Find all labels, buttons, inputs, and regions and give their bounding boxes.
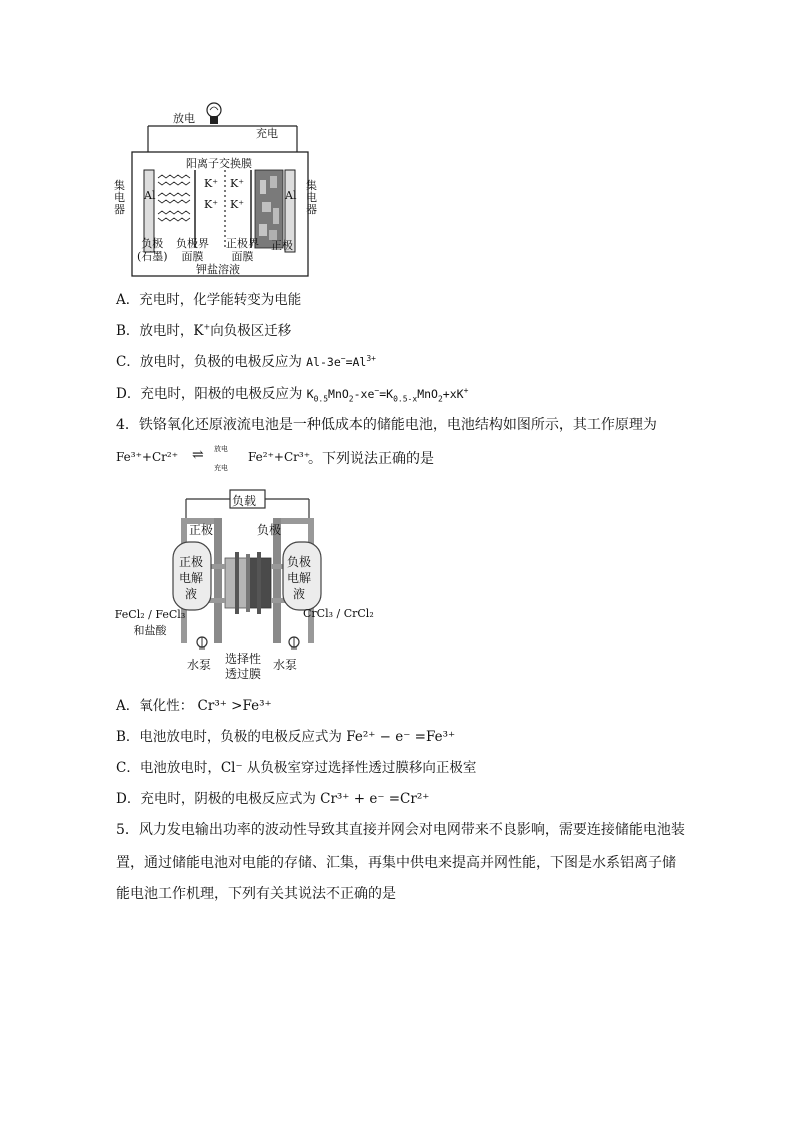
- left-solution-label: FeCl₂ / FeCl₃ 和盐酸: [114, 608, 186, 637]
- pos-electrode-label-q4: 正极: [189, 523, 214, 537]
- q4-option-a: A．氧化性： Cr³⁺ >Fe³⁺: [116, 698, 272, 714]
- reversible-arrow-icon: ⇌: [192, 447, 204, 463]
- pos-tank-label: 正极 电解 液: [178, 555, 203, 601]
- q5-line2: 置，通过储能电池对电能的存储、汇集，再集中供电来提高并网性能，下图是水系铝离子储: [116, 855, 676, 871]
- discharge-label: 放电: [173, 112, 195, 125]
- charge-label: 充电: [256, 127, 278, 140]
- kplus-3: K⁺: [204, 198, 219, 211]
- pump-icon-right: [289, 637, 299, 647]
- kplus-4: K⁺: [230, 198, 245, 211]
- q3-option-a: A．充电时，化学能转变为电能: [116, 292, 302, 308]
- neg-interface-label: 负极界 面膜: [176, 237, 209, 263]
- right-solution-label: CrCl₃ / CrCl₂: [303, 607, 374, 620]
- load-label: 负载: [232, 494, 257, 508]
- q3-option-b: B．放电时，K+向负极区迁移: [116, 322, 292, 339]
- pump-icon-left: [197, 637, 207, 647]
- al-label-right: Al: [285, 189, 297, 202]
- collector-right: 集 电 器: [306, 179, 317, 216]
- membrane-label: 选择性 透过膜: [225, 652, 262, 681]
- q4-option-c: C．电池放电时，Cl⁻ 从负极室穿过选择性透过膜移向正极室: [116, 760, 477, 776]
- q3-option-c: C．放电时，负极的电极反应为 $Al-3e^-=Al^{3+}$: [116, 354, 376, 370]
- collector-left: 集 电 器: [114, 179, 125, 216]
- pos-interface-label: 正极界 面膜: [226, 237, 259, 263]
- al-label-left: Al: [144, 189, 156, 202]
- neg-electrode-label: 负极 (石墨): [137, 237, 168, 263]
- neg-electrode-label-q4: 负极: [257, 523, 282, 537]
- q4-option-d: D．充电时，阴极的电极反应式为 Cr³⁺ + e⁻ =Cr²⁺: [116, 791, 430, 807]
- pos-electrode-label: 正极: [271, 239, 293, 252]
- pump-label-left: 水泵: [187, 658, 212, 672]
- kplus-1: K⁺: [204, 177, 219, 190]
- q4-stem-line1: 4．铁铬氧化还原液流电池是一种低成本的储能电池，电池结构如图所示，其工作原理为: [116, 417, 657, 433]
- pump-label-right: 水泵: [273, 658, 298, 672]
- q4-option-b: B．电池放电时，负极的电极反应式为 Fe²⁺ − e⁻ =Fe³⁺: [116, 729, 456, 745]
- membrane-title: 阳离子交换膜: [186, 157, 252, 170]
- q5-line1: 5．风力发电输出功率的波动性导致其直接并网会对电网带来不良影响，需要连接储能电池装: [116, 822, 685, 838]
- solution-label: 钾盐溶液: [196, 263, 240, 276]
- kplus-2: K⁺: [230, 177, 245, 190]
- q5-line3: 能电池工作机理，下列有关其说法不正确的是: [116, 886, 396, 902]
- neg-tank-label: 负极 电解 液: [286, 555, 311, 601]
- light-bulb-icon: [207, 103, 221, 124]
- q3-option-d: D．充电时，阳极的电极反应为 $K_{0.5}MnO_2-xe^-=K_{0.5-x}MnO_2+xK^+$: [116, 386, 469, 404]
